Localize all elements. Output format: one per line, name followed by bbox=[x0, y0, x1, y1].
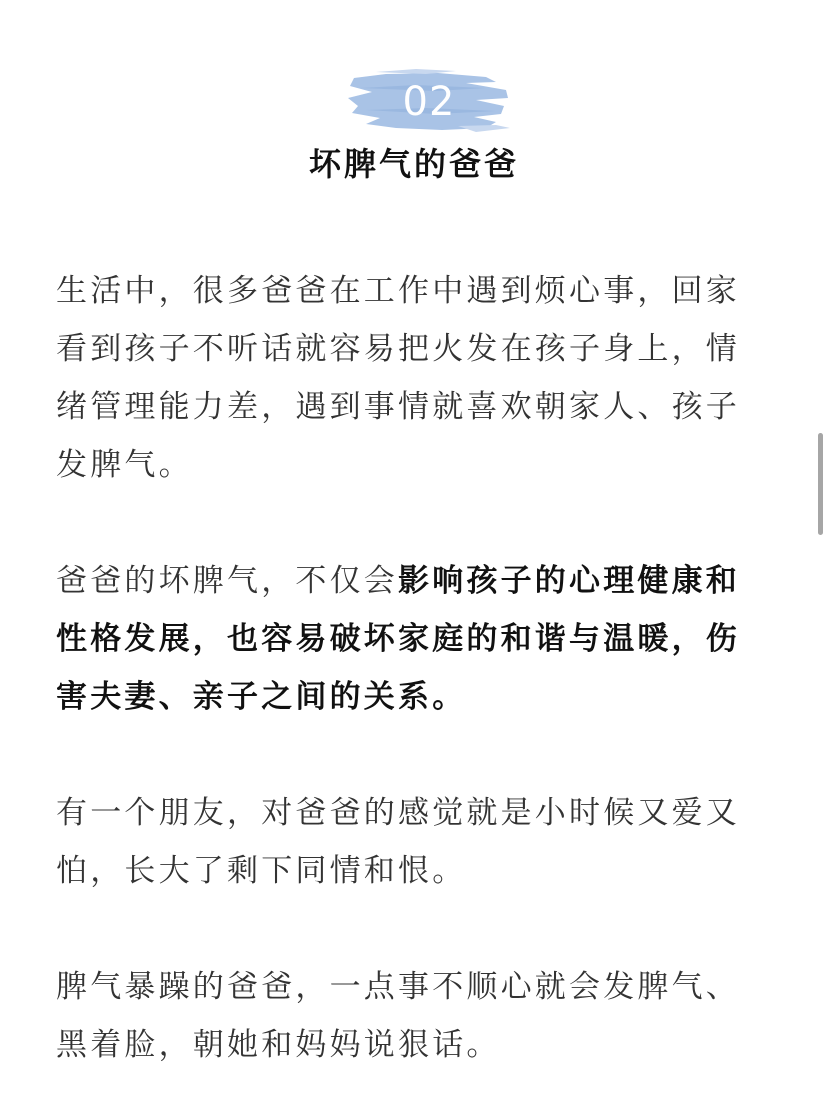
scrollbar[interactable] bbox=[818, 433, 823, 535]
paragraph-3: 有一个朋友，对爸爸的感觉就是小时候又爱又怕，长大了剩下同情和恨。 bbox=[56, 795, 740, 889]
article-body bbox=[56, 262, 772, 1074]
paragraph-2-lead: 爸爸的坏脾气，不仅会 bbox=[56, 563, 398, 599]
paragraph-2 bbox=[56, 552, 772, 726]
section-number: 02 bbox=[402, 79, 456, 125]
section-badge bbox=[346, 68, 512, 134]
section-title: 坏脾气的爸爸 bbox=[308, 145, 519, 183]
paragraph-4: 脾气暴躁的爸爸，一点事不顺心就会发脾气、黑着脸，朝她和妈妈说狠话。 bbox=[56, 969, 740, 1063]
paragraph-1: 生活中，很多爸爸在工作中遇到烦心事，回家看到孩子不听话就容易把火发在孩子身上，情绪管理能力差，遇到事情就喜欢朝家人、孩子发脾气。 bbox=[56, 273, 740, 483]
paragraph-2-emphasis: 影响孩子的心理健康和性格发展，也容易破坏家庭的和谐与温暖，伤害夫妻、亲子之间的关系。 bbox=[56, 563, 740, 715]
